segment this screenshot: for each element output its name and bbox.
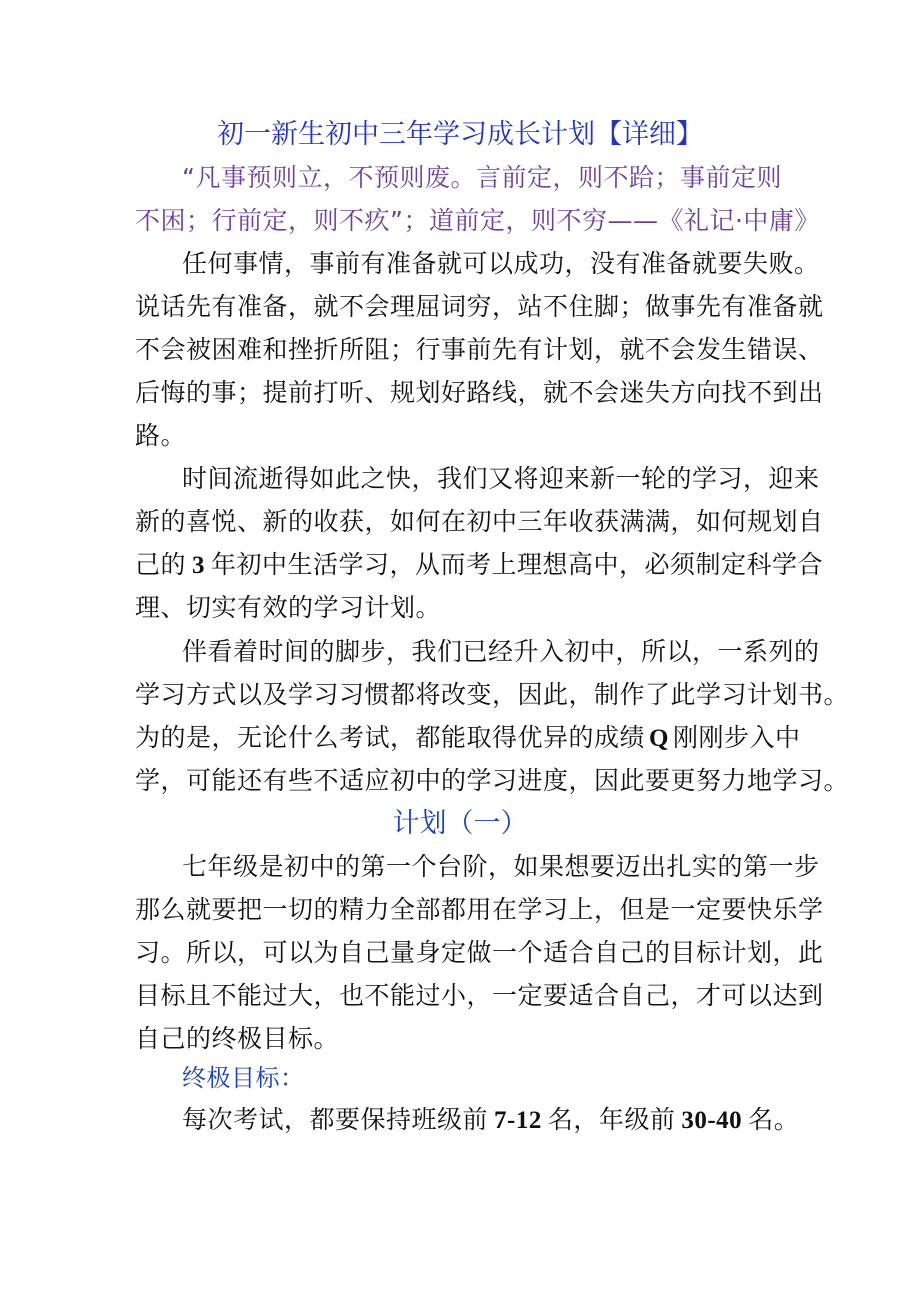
- paragraph-2-line-1: 时间流逝得如此之快，我们又将迎来新一轮的学习，迎来: [182, 464, 820, 493]
- goal-text-2: 名，年级前: [547, 1105, 676, 1134]
- goal-grade-rank: 30-40: [681, 1107, 743, 1134]
- document-title: 初一新生初中三年学习成长计划【详细】: [217, 119, 703, 150]
- paragraph-1-line-4: 后悔的事；提前打听、规划好路线，就不会迷失方向找不到出: [135, 378, 824, 407]
- paragraph-3-line-4: 学，可能还有些不适应初中的学习进度，因此要更努力地学习。: [135, 766, 850, 795]
- paragraph-1-line-2: 说话先有准备，就不会理屈词穷，站不住脚；做事先有准备就: [135, 292, 824, 321]
- paragraph-4-line-1: 七年级是初中的第一个台阶，如果想要迈出扎实的第一步: [182, 852, 820, 881]
- paragraph-2-line-3-before: 己的: [135, 550, 187, 579]
- section-heading-plan-1: 计划（一）: [392, 808, 528, 839]
- paragraph-4-line-4: 目标且不能过大，也不能过小，一定要适合自己，才可以达到: [135, 981, 824, 1010]
- paragraph-2-line-3-after: 年初中生活学习，从而考上理想高中，必须制定科学合: [211, 550, 824, 579]
- subheading-ultimate-goal: 终极目标：: [182, 1064, 305, 1092]
- paragraph-3-line-3-before: 为的是，无论什么考试，都能取得优异的成绩: [135, 723, 646, 752]
- paragraph-3-line-3: [135, 718, 800, 759]
- quote-line-1: “凡事预则立，不预则废。言前定，则不跲；事前定则: [182, 163, 782, 192]
- paragraph-4-line-3: 习。所以，可以为自己量身定做一个适合自己的目标计划，此: [135, 938, 824, 967]
- paragraph-4-line-2: 那么就要把一切的精力全部都用在学习上，但是一定要快乐学: [135, 895, 824, 924]
- paragraph-3-letter: Q: [649, 725, 669, 752]
- goal-line: [182, 1100, 799, 1141]
- paragraph-2-line-2: 新的喜悦、新的收获，如何在初中三年收获满满，如何规划自: [135, 507, 824, 536]
- paragraph-1-line-3: 不会被困难和挫折所阻；行事前先有计划，就不会发生错误、: [135, 335, 824, 364]
- quote-line-2: 不困；行前定，则不疚”；道前定，则不穷——《礼记·中庸》: [135, 206, 820, 235]
- paragraph-1-line-1: 任何事情，事前有准备就可以成功，没有准备就要失败。: [182, 249, 820, 278]
- paragraph-1-line-5: 路。: [135, 421, 187, 450]
- paragraph-2-number: 3: [192, 552, 206, 579]
- paragraph-2-line-3: [135, 545, 823, 586]
- goal-text-1: 每次考试，都要保持班级前: [182, 1105, 489, 1134]
- paragraph-2-line-4: 理、切实有效的学习计划。: [135, 593, 442, 622]
- paragraph-3-line-1: 伴看着时间的脚步，我们已经升入初中，所以，一系列的: [182, 637, 820, 666]
- goal-text-3: 名。: [748, 1105, 800, 1134]
- paragraph-3-line-2: 学习方式以及学习习惯都将改变，因此，制作了此学习计划书。: [135, 680, 850, 709]
- goal-class-rank: 7-12: [494, 1107, 542, 1134]
- paragraph-3-line-3-after: 刚刚步入中: [672, 723, 801, 752]
- paragraph-4-line-5: 自己的终极目标。: [135, 1024, 340, 1053]
